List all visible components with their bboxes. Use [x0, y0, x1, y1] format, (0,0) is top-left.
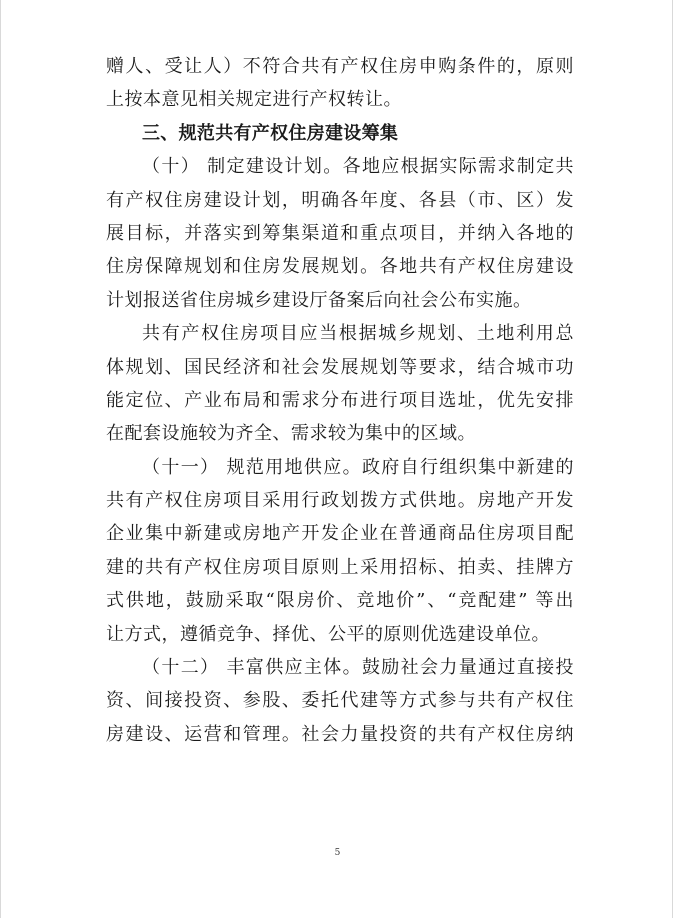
- text-line: 让方式，遵循竞争、择优、公平的原则优选建设单位。: [106, 623, 550, 645]
- text-line: （十一） 规范用地供应。政府自行组织集中新建的: [142, 456, 574, 478]
- text-line: 资、间接投资、参股、委托代建等方式参与共有产权住: [106, 690, 574, 712]
- text-line: 共有产权住房项目采用行政划拨方式供地。房地产开发: [106, 490, 574, 512]
- text-line: 有产权住房建设计划，明确各年度、各县（市、区）发: [106, 189, 574, 211]
- document-body: [106, 50, 574, 751]
- text-line: （十） 制定建设计划。各地应根据实际需求制定共: [142, 156, 574, 178]
- text-line: 赠人、受让人）不符合共有产权住房申购条件的，原则: [106, 56, 574, 77]
- text-line: 上按本意见相关规定进行产权转让。: [106, 89, 402, 111]
- page-number: 5: [334, 848, 341, 858]
- section-heading: 三、规范共有产权住房建设筹集: [142, 122, 399, 144]
- text-line: 式供地，鼓励采取“限房价、竞地价”、“竞配建” 等出: [106, 590, 574, 612]
- text-line: 住房保障规划和住房发展规划。各地共有产权住房建设: [106, 256, 574, 278]
- text-line: 能定位、产业布局和需求分布进行项目选址，优先安排: [106, 389, 574, 411]
- text-line: 在配套设施较为齐全、需求较为集中的区域。: [106, 423, 476, 445]
- text-line: 共有产权住房项目应当根据城乡规划、土地利用总: [142, 323, 574, 345]
- text-line: 建的共有产权住房项目原则上采用招标、拍卖、挂牌方: [106, 556, 574, 578]
- text-line: 企业集中新建或房地产开发企业在普通商品住房项目配: [106, 523, 574, 545]
- text-line: 展目标，并落实到筹集渠道和重点项目，并纳入各地的: [106, 222, 574, 244]
- text-line: 计划报送省住房城乡建设厅备案后向社会公布实施。: [106, 289, 532, 311]
- text-line: （十二） 丰富供应主体。鼓励社会力量通过直接投: [142, 657, 574, 679]
- text-line: 房建设、运营和管理。社会力量投资的共有产权住房纳: [106, 723, 574, 745]
- text-line: 体规划、国民经济和社会发展规划等要求，结合城市功: [106, 356, 574, 378]
